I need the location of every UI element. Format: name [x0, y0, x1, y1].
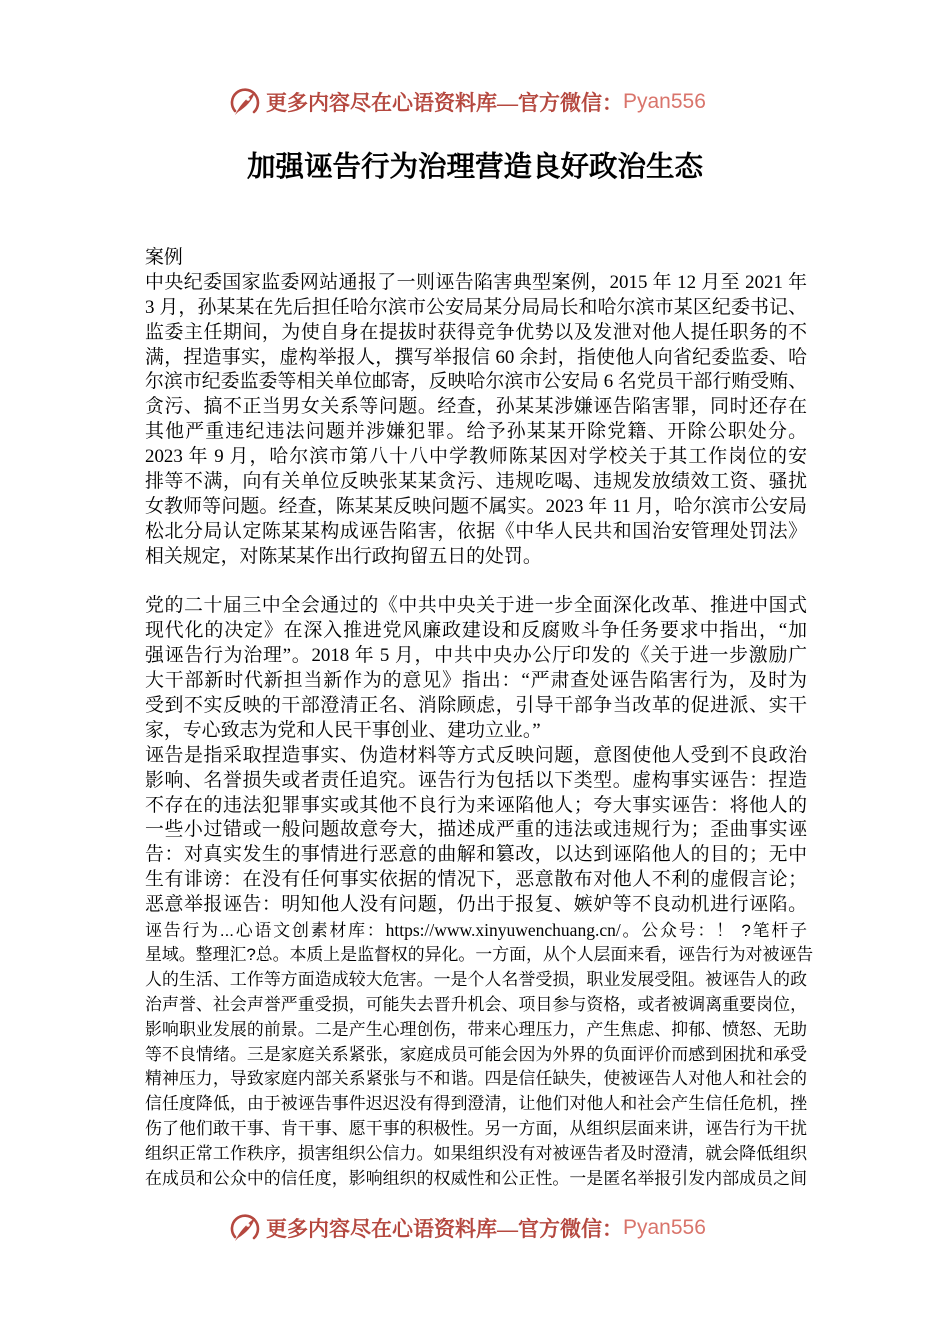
- paragraph-gap: [145, 570, 807, 595]
- body-line: 组织正常工作秩序，损害组织公信力。如果组织没有对被诬告者及时澄清，就会降低组织: [145, 1144, 807, 1164]
- case-paragraph: [145, 271, 807, 570]
- watermark-text: 更多内容尽在心语资料库—官方微信：: [266, 1217, 623, 1241]
- footer-watermark: [226, 1209, 706, 1247]
- body-line: 排等不满，向有关单位反映张某某贪污、违规吃喝、违规发放绩效工资、骚扰: [145, 471, 807, 493]
- body-line: 恶意举报诬告：明知他人没有问题，仍出于报复、嫉妒等不良动机进行诬陷。: [145, 894, 807, 916]
- body-line: 一些小过错或一般问题故意夸大，描述成严重的违法或违规行为；歪曲事实诬: [145, 819, 807, 841]
- quill-logo-icon: [226, 84, 262, 120]
- body-line: 受到不实反映的干部澄清正名、消除顾虑，引导干部争当改革的促进派、实干: [145, 695, 807, 717]
- body-line: 大干部新时代新担当新作为的意见》指出：“严肃查处诬告陷害行为，及时为: [145, 670, 807, 692]
- body-line: 伤了他们敢干事、肯干事、愿干事的积极性。另一方面，从组织层面来讲，诬告行为干扰: [145, 1119, 807, 1139]
- body-line: 影响职业发展的前景。二是产生心理创伤，带来心理压力，产生焦虑、抑郁、愤怒、无助: [145, 1019, 807, 1039]
- body-line: 尔滨市纪委监委等相关单位邮寄，反映哈尔滨市公安局 6 名党员干部行贿受贿、: [145, 371, 807, 393]
- watermark-text: 更多内容尽在心语资料库—官方微信：: [266, 91, 623, 115]
- body-line: 3 月，孙某某在先后担任哈尔滨市公安局某分局局长和哈尔滨市某区纪委书记、: [145, 296, 807, 318]
- body-line: 精神压力，导致家庭内部关系紧张与不和谐。四是信任缺失，使被诬告人对他人和社会的: [145, 1069, 807, 1089]
- body-line: 贪污、搞不正当男女关系等问题。经查，孙某某涉嫌诬告陷害罪，同时还存在: [145, 396, 807, 418]
- body-line: 信任度降低，由于被诬告事件迟迟没有得到澄清，让他们对他人和社会产生信任危机，挫: [145, 1094, 807, 1114]
- document-title: 加强诬告行为治理营造良好政治生态: [246, 152, 703, 183]
- body-line: 2023 年 9 月，哈尔滨市第八十八中学教师陈某因对学校关于其工作岗位的安: [145, 446, 807, 468]
- body-line: 诬告是指采取捏造事实、伪造材料等方式反映问题，意图使他人受到不良政治: [145, 744, 807, 766]
- body-line: 等不良情绪。三是家庭关系紧张，家庭成员可能会因为外界的负面评价而感到困扰和承受: [145, 1044, 807, 1064]
- body-line: 相关规定，对陈某某作出行政拘留五日的处罚。: [145, 545, 542, 567]
- body-line: 监委主任期间，为使自身在提拔时获得竞争优势以及发泄对他人提任职务的不: [145, 321, 807, 343]
- harm-paragraph: [145, 918, 814, 1192]
- body-line: 中央纪委国家监委网站通报了一则诬告陷害典型案例，2015 年 12 月至 2021 年: [145, 271, 807, 293]
- body-line: 生有诽谤：在没有任何事实依据的情况下，恶意散布对他人不利的虚假言论；: [145, 869, 807, 891]
- header-watermark: [226, 83, 706, 121]
- body-line: 不存在的违法犯罪事实或其他不良行为来诬陷他人；夸大事实诬告：将他人的: [145, 794, 807, 816]
- policy-paragraph: [145, 594, 807, 743]
- case-label: 案例: [145, 247, 183, 268]
- body-line: 松北分局认定陈某某构成诬告陷害，依据《中华人民共和国治安管理处罚法》: [145, 520, 807, 542]
- wechat-id: Pyan556: [623, 1216, 706, 1239]
- body-line: [145, 918, 807, 943]
- body-line: 强诬告行为治理”。2018 年 5 月，中共中央办公厅印发的《关于进一步激励广: [145, 645, 807, 667]
- body-line: 治声誉、社会声誉严重受损，可能失去晋升机会、项目参与资格，或者被调离重要岗位，: [145, 994, 807, 1014]
- body-line: 星域。整理汇?总。本质上是监督权的异化。一方面，从个人层面来看，诬告行为对被诬告: [145, 944, 814, 964]
- line-text: 。公众号：！ ?笔杆子: [620, 921, 808, 941]
- body-line: 满，捏造事实，虚构举报人，撰写举报信 60 余封，指使他人向省纪委监委、哈: [145, 346, 807, 368]
- body-line: 女教师等问题。经查，陈某某反映问题不属实。2023 年 11 月，哈尔滨市公安局: [145, 495, 807, 517]
- body-line: 在成员和公众中的信任度，影响组织的权威性和公正性。一是匿名举报引发内部成员之间: [145, 1168, 807, 1188]
- body-line: 党的二十届三中全会通过的《中共中央关于进一步全面深化改革、推进中国式: [145, 595, 807, 617]
- definition-paragraph: [145, 744, 807, 918]
- line-text: 诬告行为...心语文创素材库：: [145, 921, 386, 941]
- source-url: https://www.xinyuwenchuang.cn/: [385, 920, 621, 941]
- body-line: 现代化的决定》在深入推进党风廉政建设和反腐败斗争任务要求中指出，“加: [145, 620, 807, 642]
- body-line: 人的生活、工作等方面造成较大危害。一是个人名誉受损，职业发展受阻。被诬告人的政: [145, 969, 807, 989]
- quill-logo-icon: [226, 1210, 262, 1246]
- wechat-id: Pyan556: [623, 90, 706, 113]
- body-line: 告：对真实发生的事情进行恶意的曲解和篡改，以达到诬陷他人的目的；无中: [145, 844, 807, 866]
- body-line: 其他严重违纪违法问题并涉嫌犯罪。给予孙某某开除党籍、开除公职处分。: [145, 421, 807, 443]
- body-line: 家，专心致志为党和人民干事创业、建功立业。”: [145, 719, 541, 741]
- body-line: 影响、名誉损失或者责任追究。诬告行为包括以下类型。虚构事实诬告：捏造: [145, 769, 807, 791]
- document-body: [145, 246, 814, 1192]
